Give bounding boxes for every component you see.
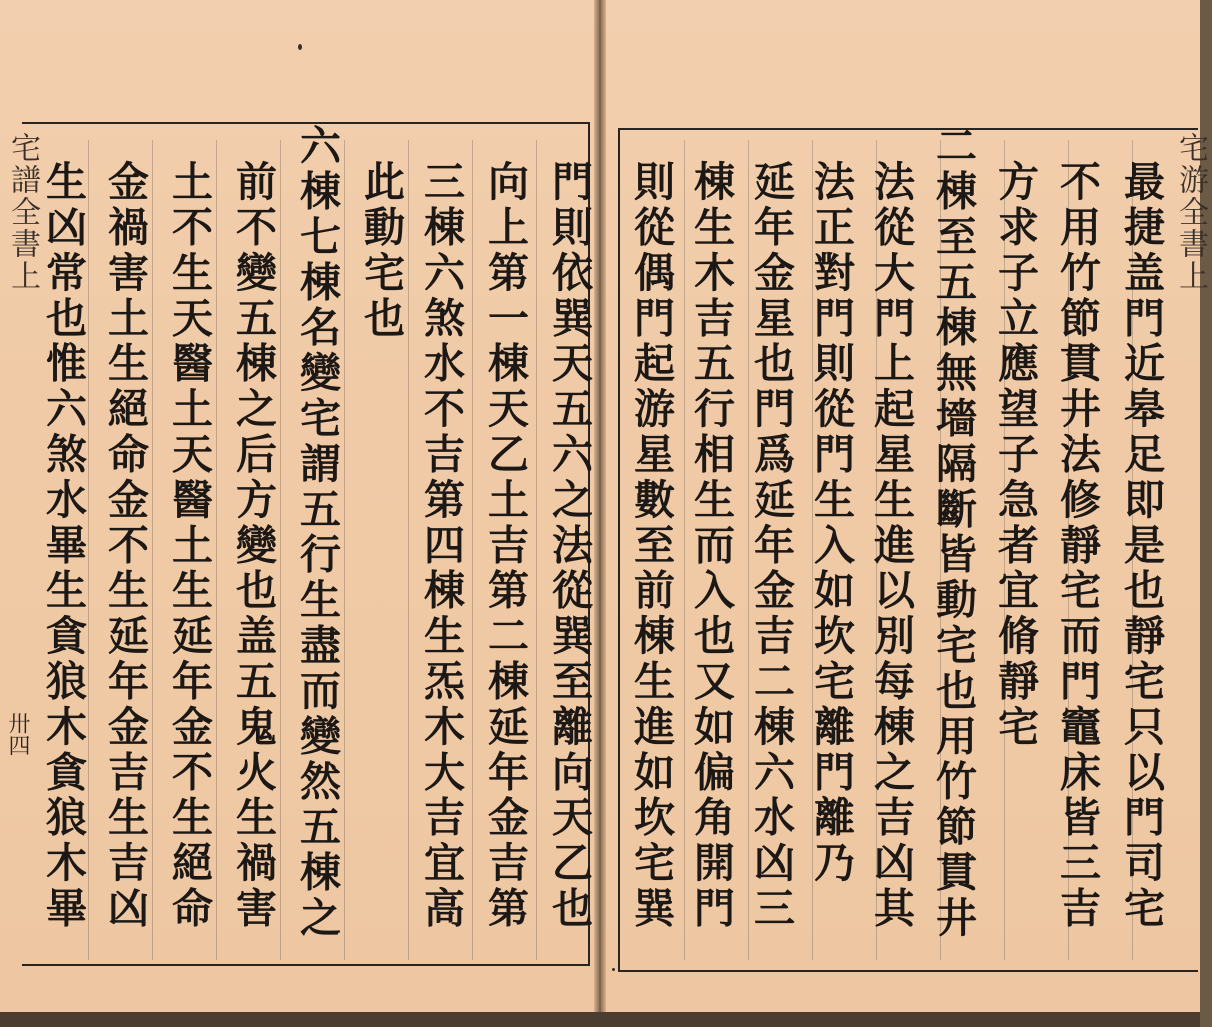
text-column: 此動宅也 bbox=[357, 160, 405, 342]
text-column: 不用竹節貫井法修靜宅而門竈床皆三吉 bbox=[1053, 160, 1101, 932]
column-rule bbox=[216, 140, 217, 960]
left-margin-title: 宅譜全書上 bbox=[5, 132, 40, 292]
ink-speck bbox=[298, 44, 302, 50]
text-column: 延年金星也門爲延年金吉二棟六水凶三 bbox=[747, 160, 795, 932]
text-column: 方求子立應望子急者宜脩靜宅 bbox=[991, 160, 1039, 751]
text-column: 前不變五棟之后方變也盖五鬼火生禍害 bbox=[229, 160, 277, 932]
column-rule bbox=[472, 140, 473, 960]
right-margin-title: 宅游全書上 bbox=[1173, 132, 1208, 292]
text-column: 法正對門則從門生入如坎宅離門離乃 bbox=[807, 160, 855, 887]
text-column: 生凶常也惟六煞水畢生貪狼木貪狼木畢 bbox=[39, 160, 87, 932]
text-column: 二棟至五棟無墻隔斷皆動宅也用竹節貫井 bbox=[929, 124, 977, 942]
ink-speck bbox=[612, 968, 615, 971]
text-column: 土不生天醫土天醫土生延年金不生絕命 bbox=[165, 160, 213, 932]
text-column: 向上第一棟天乙土吉第二棟延年金吉第 bbox=[481, 160, 529, 932]
text-column: 門則依巽天五六之法從巽至離向天乙也 bbox=[545, 160, 593, 932]
column-rule bbox=[152, 140, 153, 960]
column-rule bbox=[536, 140, 537, 960]
column-rule bbox=[344, 140, 345, 960]
book-gutter bbox=[594, 0, 606, 1027]
column-rule bbox=[280, 140, 281, 960]
text-column: 則從偶門起游星數至前棟生進如坎宅巽 bbox=[627, 160, 675, 932]
text-column: 最捷盖門近皋足即是也靜宅只以門司宅 bbox=[1117, 160, 1165, 932]
column-rule bbox=[408, 140, 409, 960]
text-column: 法從大門上起星生進以別每棟之吉凶其 bbox=[867, 160, 915, 932]
text-column: 六棟七棟名變宅謂五行生盡而變然五棟之 bbox=[293, 124, 341, 942]
column-rule bbox=[684, 140, 685, 960]
column-rule bbox=[88, 140, 89, 960]
page-edge bbox=[0, 1012, 1200, 1027]
folio-number: 卅四 bbox=[5, 712, 30, 756]
text-column: 金禍害土生絕命金不生延年金吉生吉凶 bbox=[101, 160, 149, 932]
text-column: 棟生木吉五行相生而入也又如偏角開門 bbox=[687, 160, 735, 932]
text-column: 三棟六煞水不吉第四棟生炁木大吉宜高 bbox=[417, 160, 465, 932]
